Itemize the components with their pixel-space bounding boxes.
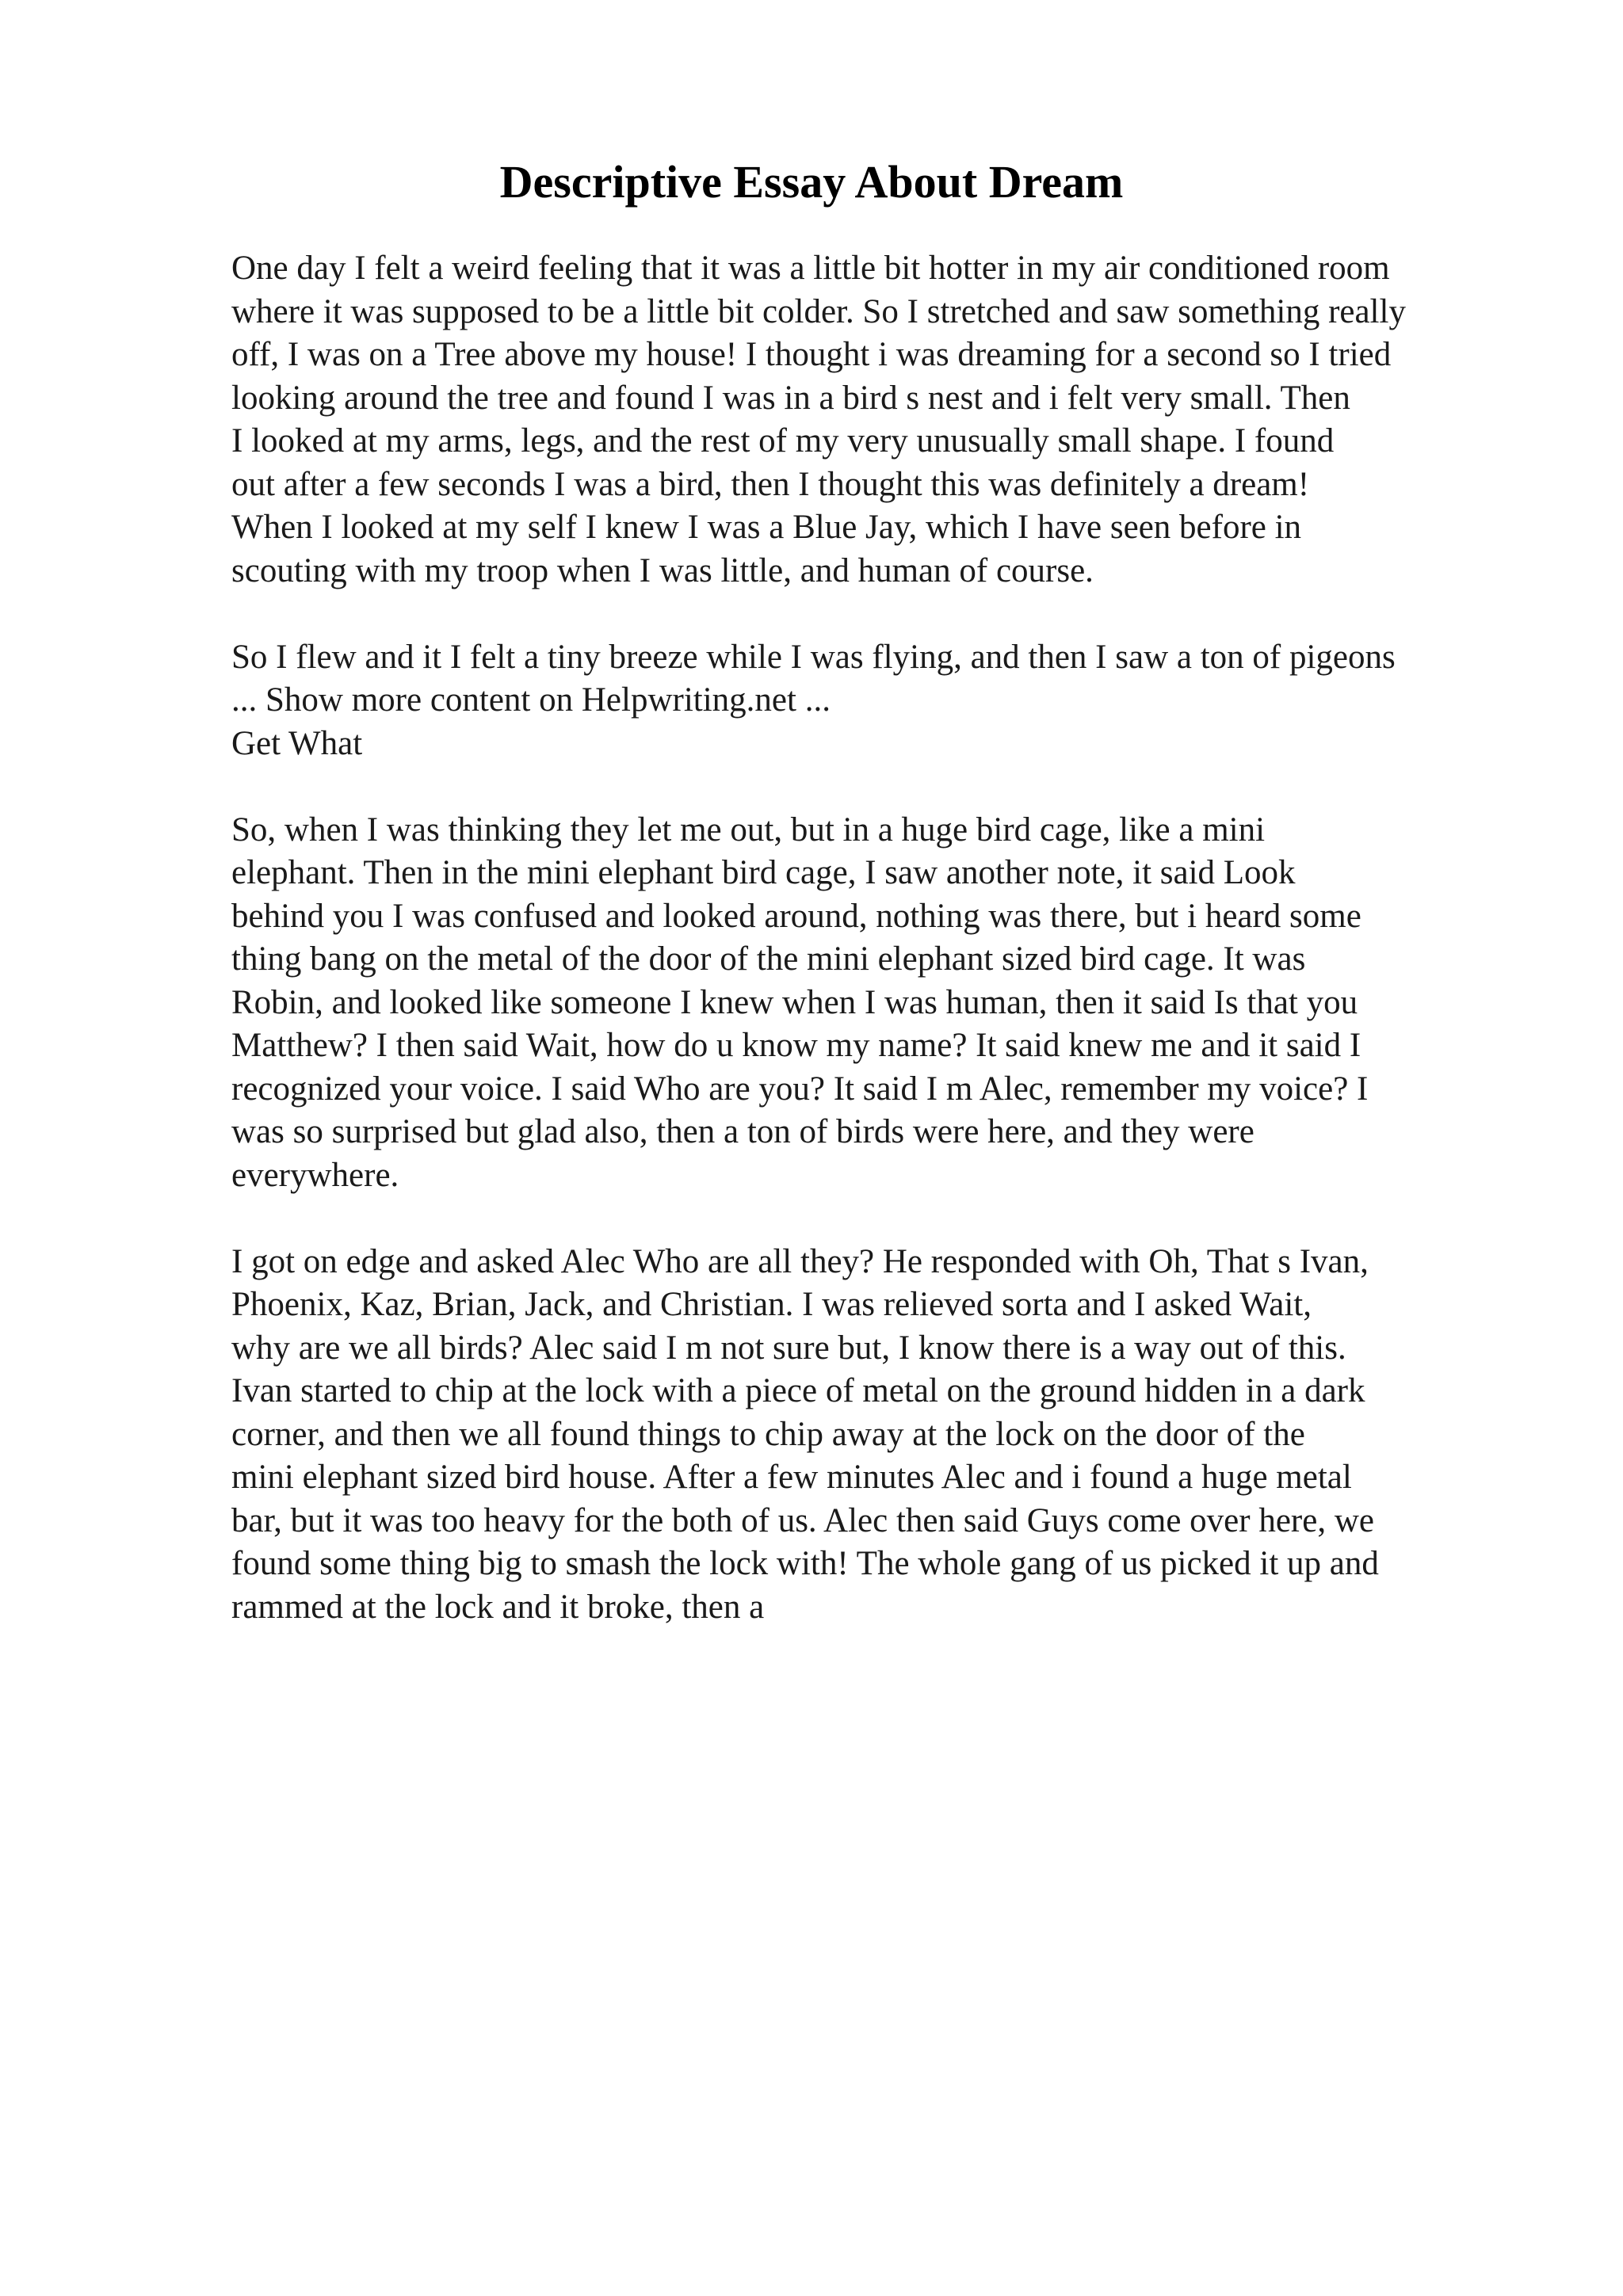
text-line: Get What — [231, 724, 363, 762]
text-line: So, when I was thinking they let me out, but in a huge bird cage, like a mini — [231, 810, 1266, 849]
text-line: corner, and then we all found things to chip away at the lock on the door of the — [231, 1415, 1305, 1453]
text-line: Ivan started to chip at the lock with a piece of metal on the ground hidden in a dark — [231, 1372, 1365, 1409]
text-line: One day I felt a weird feeling that it was a little bit hotter in my air conditioned room — [231, 250, 1390, 287]
text-line: Phoenix, Kaz, Brian, Jack, and Christian. I was relieved sorta and I asked Wait, — [231, 1286, 1312, 1323]
text-line: bar, but it was too heavy for the both of us. Alec then said Guys come over here, we — [231, 1501, 1374, 1539]
text-line: rammed at the lock and it broke, then a — [231, 1588, 765, 1626]
paragraph-4 — [231, 1241, 1610, 1630]
text-line: So I flew and it I felt a tiny breeze while I was flying, and then I saw a ton of pigeons — [231, 638, 1396, 676]
text-line: where it was supposed to be a little bit colder. So I stretched and saw something really — [231, 292, 1406, 330]
text-line: why are we all birds? Alec said I m not sure but, I know there is a way out of this. — [231, 1329, 1346, 1367]
text-line: ... Show more content on Helpwriting.net ... — [231, 681, 831, 719]
essay-body — [231, 247, 1610, 1629]
text-line: thing bang on the metal of the door of the mini elephant sized bird cage. It was — [231, 940, 1306, 978]
paragraph-1 — [231, 247, 1610, 593]
text-line: I got on edge and asked Alec Who are all they? He responded with Oh, That s Ivan, — [231, 1242, 1369, 1280]
text-line: was so surprised but glad also, then a ton of birds were here, and they were — [231, 1113, 1254, 1150]
text-line: recognized your voice. I said Who are you? It said I m Alec, remember my voice? I — [231, 1070, 1369, 1108]
text-line: off, I was on a Tree above my house! I thought i was dreaming for a second so I tried — [231, 336, 1392, 373]
text-line: behind you I was confused and looked around, nothing was there, but i heard some — [231, 897, 1361, 935]
text-line: out after a few seconds I was a bird, then I thought this was definitely a dream! — [231, 465, 1310, 503]
paragraph-gap — [231, 1197, 1610, 1241]
text-line: looking around the tree and found I was in a bird s nest and i felt very small. Then — [231, 379, 1350, 417]
text-line: Robin, and looked like someone I knew when I was human, then it said Is that you — [231, 983, 1358, 1021]
text-line: scouting with my troop when I was little, and human of course. — [231, 551, 1094, 589]
paragraph-gap — [231, 765, 1610, 809]
text-line: elephant. Then in the mini elephant bird cage, I saw another note, it said Look — [231, 854, 1296, 891]
text-line: I looked at my arms, legs, and the rest of my very unusually small shape. I found — [231, 422, 1335, 460]
text-line: everywhere. — [231, 1156, 399, 1194]
document-title: Descriptive Essay About Dream — [499, 156, 1124, 208]
paragraph-3 — [231, 809, 1610, 1198]
paragraph-gap — [231, 593, 1610, 636]
text-line: mini elephant sized bird house. After a few minutes Alec and i found a huge metal — [231, 1459, 1352, 1496]
text-line: found some thing big to smash the lock with! The whole gang of us picked it up and — [231, 1545, 1379, 1582]
paragraph-2 — [231, 636, 1610, 766]
text-line: Matthew? I then said Wait, how do u know my name? It said knew me and it said I — [231, 1027, 1361, 1064]
text-line: When I looked at my self I knew I was a Blue Jay, which I have seen before in — [231, 509, 1302, 546]
